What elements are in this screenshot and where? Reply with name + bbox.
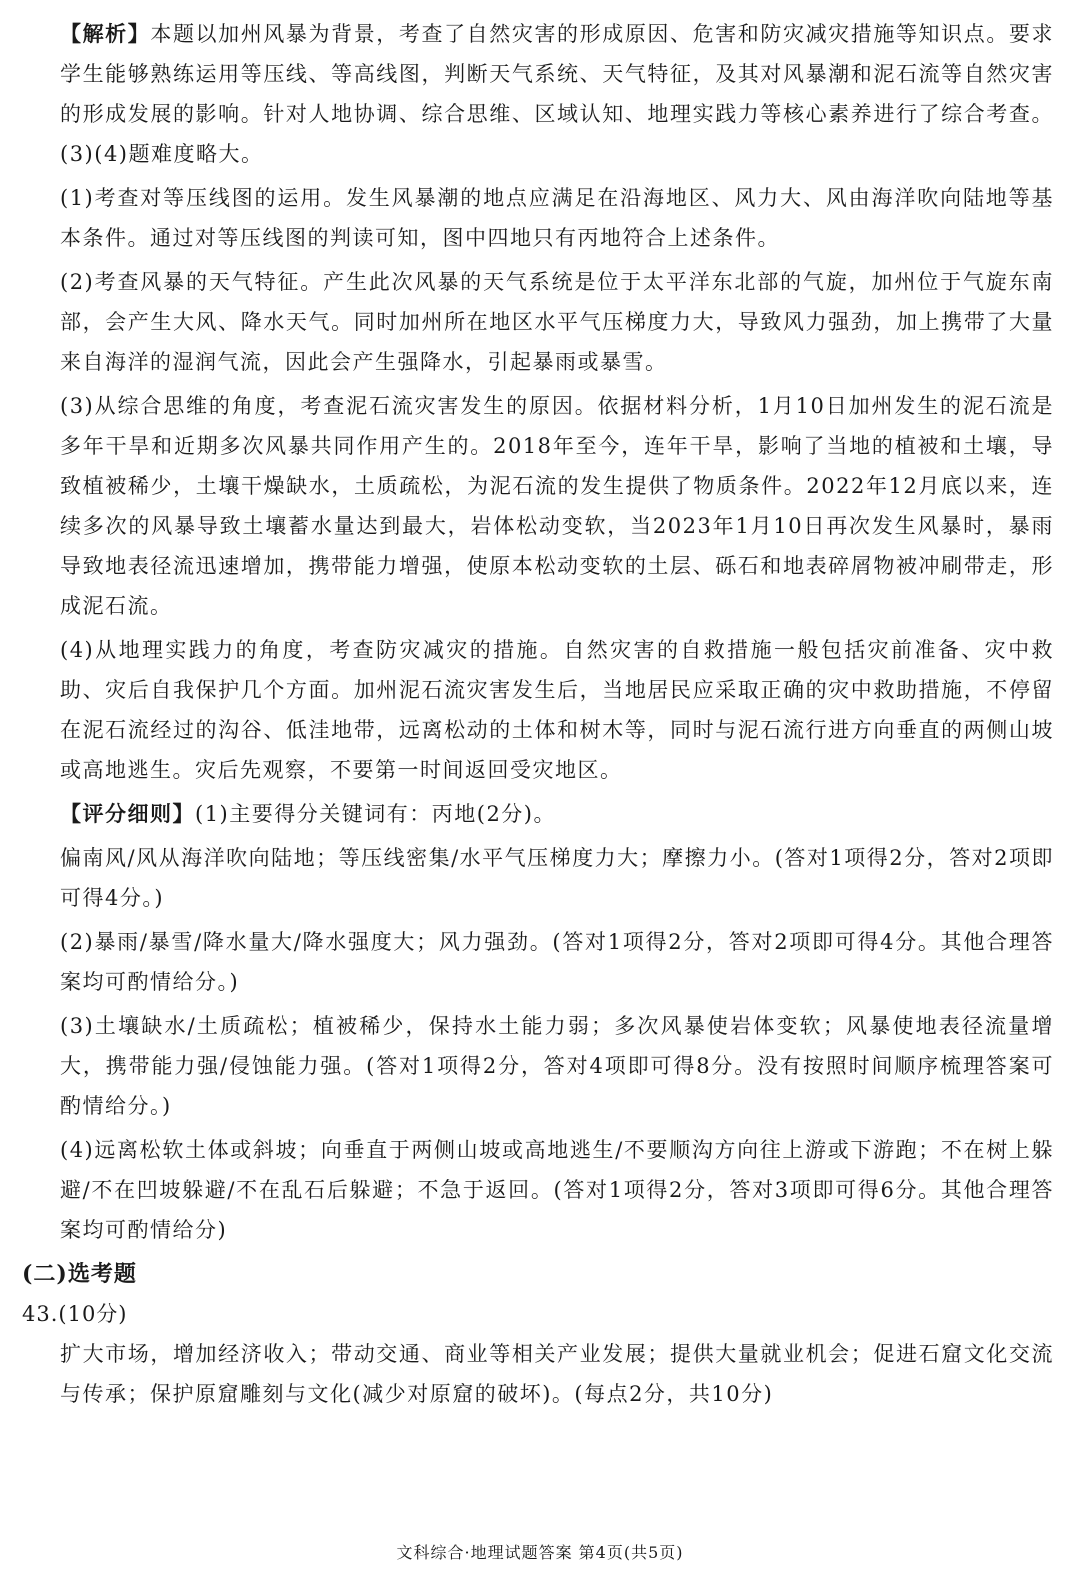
analysis-paragraph [60,14,1054,174]
question-43-answer: 扩大市场，增加经济收入；带动交通、商业等相关产业发展；提供大量就业机会；促进石窟文化交流与传承；保护原窟雕刻与文化(减少对原窟的破坏)。(每点2分，共10分) [60,1342,1054,1406]
scoring-tag: 【评分细则】 [60,801,195,826]
scoring-item-1: 偏南风/风从海洋吹向陆地；等压线密集/水平气压梯度力大；摩擦力小。(答对1项得2分，答对2项即可得4分。) [60,846,1054,910]
explanation-3: (3)从综合思维的角度，考查泥石流灾害发生的原因。依据材料分析，1月10日加州发生的泥石流是多年干旱和近期多次风暴共同作用产生的。2018年至今，连年干旱，影响了当地的植被和土壤，导致植被稀少，土壤干燥缺水，土质疏松，为泥石流的发生提供了物质条件。2022年12月底以来，连续多次的风暴导致土壤蓄水量达到最大，岩体松动变软，当2023年1月10日再次发生风暴时，暴雨导致地表径流迅速增加，携带能力增强，使原本松动变软的土层、砾石和地表碎屑物被冲刷带走，形成泥石流。 [60,394,1054,618]
question-43-number: 43.(10分) [22,1302,128,1326]
analysis-tag: 【解析】 [60,21,151,46]
analysis-text: 本题以加州风暴为背景，考查了自然灾害的形成原因、危害和防灾减灾措施等知识点。要求学生能够熟练运用等压线、等高线图，判断天气系统、天气特征，及其对风暴潮和泥石流等自然灾害的形成发展的影响。针对人地协调、综合思维、区域认知、地理实践力等核心素养进行了综合考查。(3)(4)题难度略大。 [60,22,1054,166]
page-footer: 文科综合·地理试题答案 第4页(共5页) [396,1543,684,1562]
explanation-2: (2)考查风暴的天气特征。产生此次风暴的天气系统是位于太平洋东北部的气旋，加州位于气旋东南部，会产生大风、降水天气。同时加州所在地区水平气压梯度力大，导致风力强劲，加上携带了大量来自海洋的湿润气流，因此会产生强降水，引起暴雨或暴雪。 [60,270,1054,374]
scoring-intro-paragraph [60,794,1054,834]
explanation-1: (1)考查对等压线图的运用。发生风暴潮的地点应满足在沿海地区、风力大、风由海洋吹向陆地等基本条件。通过对等压线图的判读可知，图中四地只有丙地符合上述条件。 [60,186,1054,250]
scoring-item-4: (4)远离松软土体或斜坡；向垂直于两侧山坡或高地逃生/不要顺沟方向往上游或下游跑；不在树上躲避/不在凹坡躲避/不在乱石后躲避；不急于返回。(答对1项得2分，答对3项即可得6分。其他合理答案均可酌情给分) [60,1138,1054,1242]
scoring-intro: (1)主要得分关键词有：丙地(2分)。 [195,802,556,826]
scoring-item-3: (3)土壤缺水/土质疏松；植被稀少，保持水土能力弱；多次风暴使岩体变软；风暴使地表径流量增大，携带能力强/侵蚀能力强。(答对1项得2分，答对4项即可得8分。没有按照时间顺序梳理答案可酌情给分。) [60,1014,1054,1118]
explanation-4: (4)从地理实践力的角度，考查防灾减灾的措施。自然灾害的自救措施一般包括灾前准备、灾中救助、灾后自我保护几个方面。加州泥石流灾害发生后，当地居民应采取正确的灾中救助措施，不停留在泥石流经过的沟谷、低洼地带，远离松动的土体和树木等，同时与泥石流行进方向垂直的两侧山坡或高地逃生。灾后先观察，不要第一时间返回受灾地区。 [60,638,1054,782]
scoring-item-2: (2)暴雨/暴雪/降水量大/降水强度大；风力强劲。(答对1项得2分，答对2项即可得4分。其他合理答案均可酌情给分。) [60,930,1054,994]
elective-section-title: (二)选考题 [22,1261,137,1287]
